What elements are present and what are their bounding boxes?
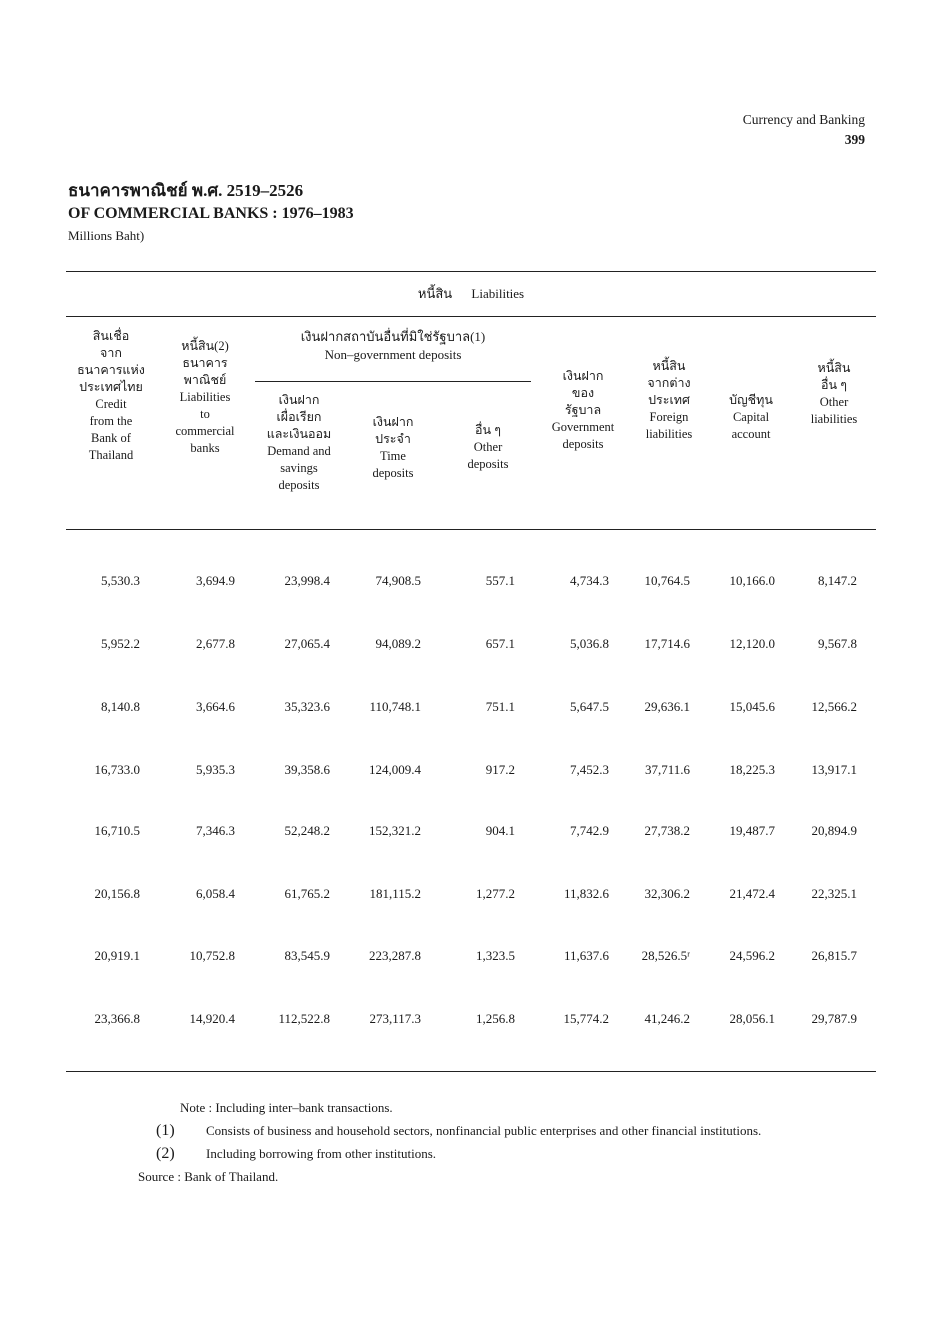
table-cell: 15,774.2 [563,1011,609,1026]
footnote-2 [138,1142,796,1165]
column-header-thai: ของ [571,386,595,400]
column-header-thai: เงินฝาก [278,393,320,407]
table-cell: 917.2 [485,762,515,777]
table-cell: 223,287.8 [369,948,421,963]
column-header-5 [448,422,528,473]
table-cell: 557.1 [485,573,515,588]
table-cell: 3,694.9 [196,573,235,588]
column-header-8 [713,392,789,443]
table-row [0,823,941,843]
table-cell: 20,919.1 [94,948,140,963]
table-row [0,573,941,593]
column-header-1 [63,328,159,464]
column-header-english: Capital [732,410,770,424]
column-header-english: deposits [278,478,320,492]
column-header-english: Other [473,440,503,454]
header-divider-rule [66,316,876,317]
title-english: OF COMMERCIAL BANKS : 1976–1983 [68,205,354,222]
table-cell: 11,637.6 [563,948,609,963]
column-header-thai: ประเทศ [648,393,690,407]
table-cell: 5,952.2 [101,636,140,651]
unit-label: Millions Baht) [68,228,145,243]
column-header-english: Time [380,449,406,463]
column-header-english: from the [89,414,133,428]
column-header-thai: หนี้สิน [817,361,851,375]
table-cell: 23,998.4 [284,573,330,588]
table-cell: 904.1 [485,823,515,838]
table-cell: 32,306.2 [644,886,690,901]
column-header-4 [353,414,433,482]
column-header-english: commercial [175,424,235,438]
liabilities-thai: หนี้สิน [417,286,453,301]
table-cell: 110,748.1 [369,699,421,714]
table-cell: 24,596.2 [729,948,775,963]
table-cell: 8,140.8 [101,699,140,714]
table-cell: 20,894.9 [811,823,857,838]
table-row [0,886,941,906]
column-header-english: deposits [562,437,604,451]
footnote-1-text: Consists of business and household sectors, nonfinancial public enterprises and other financial institutions. [206,1123,762,1138]
table-cell: 124,009.4 [369,762,421,777]
column-header-thai: หนี้สิน(2) [181,339,229,353]
table-cell: 16,733.0 [94,762,140,777]
section-title: Currency and Banking [742,112,865,127]
table-cell: 12,120.0 [729,636,775,651]
table-top-rule [66,271,876,272]
column-header-thai: ประเทศไทย [79,380,143,394]
table-cell: 14,920.4 [189,1011,235,1026]
table-cell: 5,530.3 [101,573,140,588]
table-cell: 27,738.2 [644,823,690,838]
table-cell: 94,089.2 [375,636,421,651]
table-bottom-rule [66,1071,876,1072]
note-line: Note : Including inter–bank transactions. [180,1100,393,1115]
table-cell: 10,166.0 [729,573,775,588]
non-government-deposits-header [255,328,531,364]
liabilities-english: Liabilities [471,286,525,301]
table-cell: 23,366.8 [94,1011,140,1026]
column-header-thai: และเงินออม [266,427,332,441]
table-cell: 16,710.5 [94,823,140,838]
title-thai: ธนาคารพาณิชย์ พ.ศ. 2519–2526 [68,181,304,200]
footnote-2-text: Including borrowing from other institutions. [206,1146,437,1161]
notes-block [138,1096,796,1188]
table-cell: 17,714.6 [644,636,690,651]
footnote-1 [138,1119,796,1142]
column-header-english: account [731,427,771,441]
table-row [0,1011,941,1031]
table-cell: 19,487.7 [729,823,775,838]
header-bottom-rule [66,529,876,530]
column-header-english: Demand and [267,444,331,458]
column-header-thai: พาณิชย์ [183,373,227,387]
table-cell: 8,147.2 [818,573,857,588]
table-cell: 20,156.8 [94,886,140,901]
footnote-2-mark: (2) [156,1145,175,1162]
column-header-english: Credit [95,397,127,411]
table-cell: 29,636.1 [644,699,690,714]
table-cell: 9,567.8 [818,636,857,651]
non-government-english: Non–government deposits [324,347,462,362]
column-header-english: savings [280,461,318,475]
table-cell: 1,277.2 [476,886,515,901]
table-cell: 41,246.2 [644,1011,690,1026]
table-cell: 18,225.3 [729,762,775,777]
table-cell: 39,358.6 [284,762,330,777]
table-cell: 52,248.2 [284,823,330,838]
column-header-english: liabilities [645,427,693,441]
table-cell: 5,935.3 [196,762,235,777]
column-header-thai: อื่น ๆ [821,378,847,392]
column-header-3 [251,392,347,494]
column-header-thai: เงินฝาก [562,369,604,383]
table-cell: 273,117.3 [369,1011,421,1026]
column-header-english: Other [819,395,849,409]
table-cell: 10,764.5 [644,573,690,588]
table-cell: 7,452.3 [570,762,609,777]
column-header-6 [538,368,628,453]
column-header-thai: อื่น ๆ [475,423,501,437]
column-header-english: Government [551,420,615,434]
column-header-2 [162,338,248,457]
table-cell: 12,566.2 [811,699,857,714]
column-header-thai: หนี้สิน [652,359,686,373]
column-header-english: banks [190,441,220,455]
column-header-thai: ประจำ [375,432,411,446]
column-header-7 [629,358,709,443]
non-government-thai: เงินฝากสถาบันอื่นที่มิใช่รัฐบาล(1) [300,329,486,344]
column-header-thai: รัฐบาล [564,403,602,417]
table-cell: 74,908.5 [375,573,421,588]
table-cell: 28,056.1 [729,1011,775,1026]
column-header-english: Foreign [649,410,689,424]
table-cell: 27,065.4 [284,636,330,651]
table-cell: 2,677.8 [196,636,235,651]
table-cell: 657.1 [485,636,515,651]
table-row [0,699,941,719]
table-cell: 112,522.8 [278,1011,330,1026]
footnote-1-mark: (1) [156,1122,175,1139]
column-header-english: to [200,407,210,421]
column-header-english: Bank of [91,431,131,445]
column-header-english: liabilities [810,412,858,426]
table-cell: 152,321.2 [369,823,421,838]
table-row [0,762,941,782]
table-cell: 21,472.4 [729,886,775,901]
non-government-subrule [255,381,531,382]
table-cell: 83,545.9 [284,948,330,963]
table-row [0,948,941,968]
table-cell: 11,832.6 [563,886,609,901]
liabilities-group-header [66,283,876,304]
table-cell: 15,045.6 [729,699,775,714]
table-cell: 6,058.4 [196,886,235,901]
table-cell: 28,526.5ʳ [641,948,690,963]
column-header-thai: จาก [100,346,122,360]
column-header-thai: เงินฝาก [372,415,414,429]
table-cell: 4,734.3 [570,573,609,588]
table-cell: 5,647.5 [570,699,609,714]
table-cell: 3,664.6 [196,699,235,714]
table-cell: 181,115.2 [369,886,421,901]
table-cell: 1,256.8 [476,1011,515,1026]
column-header-english: deposits [467,457,509,471]
page-number: 399 [844,132,865,147]
column-header-english: Liabilities [179,390,231,404]
column-header-thai: ธนาคาร [182,356,228,370]
column-header-thai: เผื่อเรียก [276,410,322,424]
table-cell: 35,323.6 [284,699,330,714]
table-cell: 1,323.5 [476,948,515,963]
source-line: Source : Bank of Thailand. [138,1169,279,1184]
table-cell: 5,036.8 [570,636,609,651]
column-header-9 [794,360,874,428]
table-cell: 13,917.1 [811,762,857,777]
column-header-thai: สินเชื่อ [92,329,130,343]
table-cell: 7,346.3 [196,823,235,838]
running-head [743,110,865,150]
table-cell: 7,742.9 [570,823,609,838]
column-header-thai: ธนาคารแห่ง [77,363,145,377]
table-cell: 61,765.2 [284,886,330,901]
table-cell: 26,815.7 [811,948,857,963]
table-cell: 751.1 [485,699,515,714]
table-cell: 22,325.1 [811,886,857,901]
title-block [68,180,354,246]
column-header-english: Thailand [88,448,134,462]
column-header-thai: บัญชีทุน [729,393,773,407]
column-header-thai: จากต่าง [647,376,691,390]
table-cell: 29,787.9 [811,1011,857,1026]
table-cell: 37,711.6 [644,762,690,777]
table-row [0,636,941,656]
column-header-english: deposits [372,466,414,480]
table-cell: 10,752.8 [189,948,235,963]
